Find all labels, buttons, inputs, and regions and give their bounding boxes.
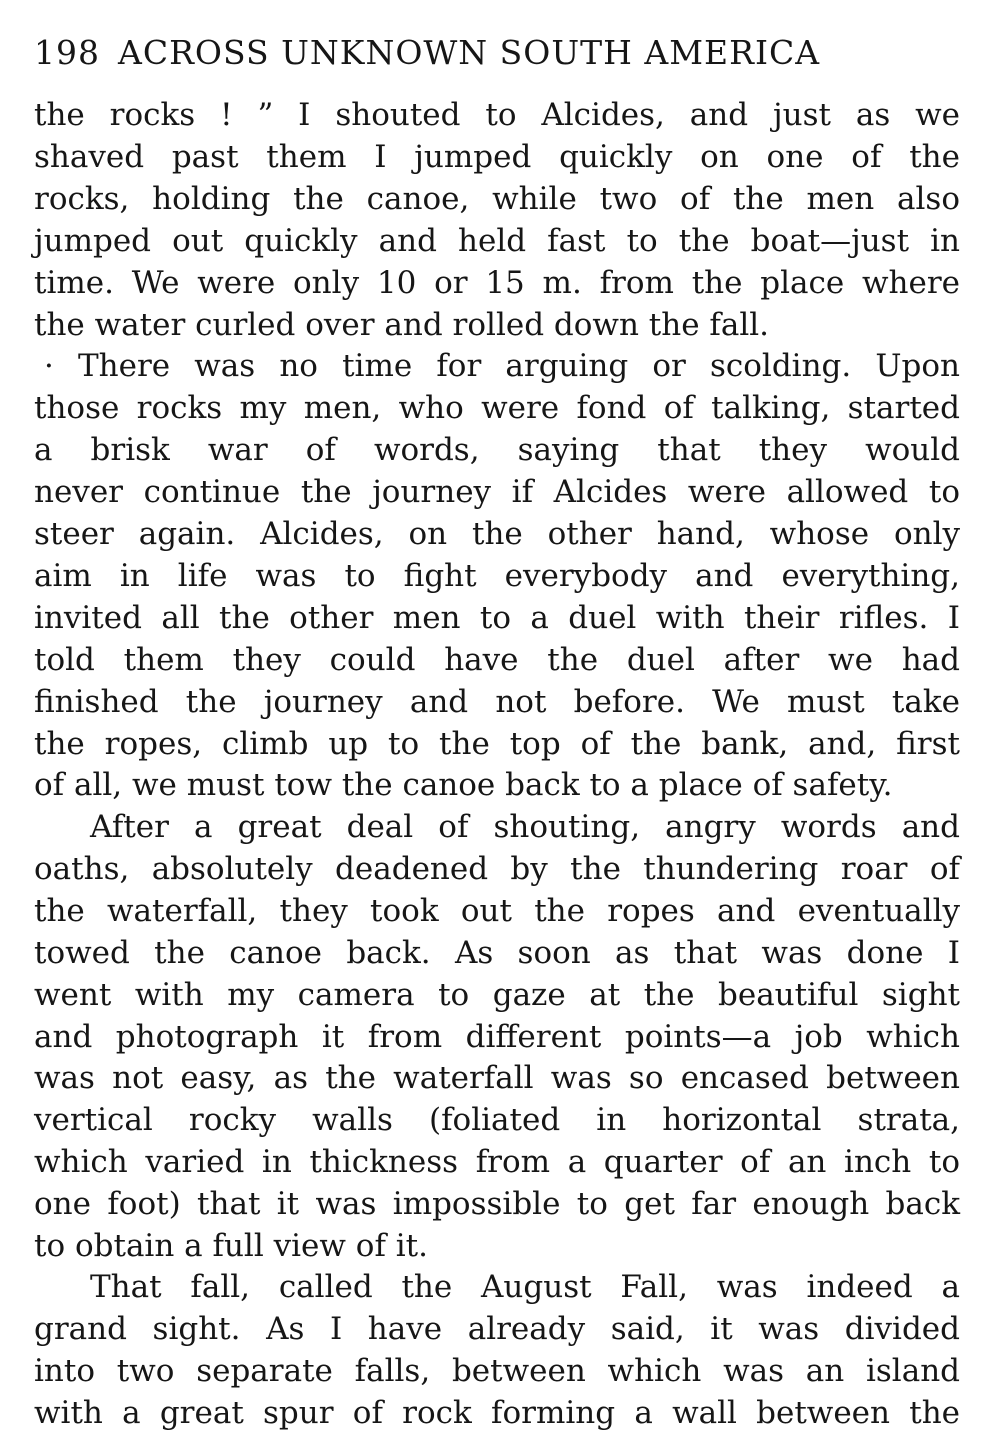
text-line: with a great spur of rock forming a wall between the <box>34 1395 960 1431</box>
text-line: which varied in thickness from a quarter of an inch to <box>34 1144 960 1180</box>
text-line: the rocks ! ” I shouted to Alcides, and just as we <box>34 97 960 133</box>
text-line: That fall, called the August Fall, was indeed a <box>90 1269 960 1305</box>
text-line: told them they could have the duel after we had <box>34 642 960 678</box>
text-line: After a great deal of shouting, angry words and <box>90 809 960 845</box>
text-line: the ropes, climb up to the top of the bank, and, first <box>34 726 960 762</box>
running-head <box>34 28 964 78</box>
text-line: was not easy, as the waterfall was so encased between <box>34 1060 960 1096</box>
text-line: those rocks my men, who were fond of talking, started <box>34 390 960 426</box>
text-line: one foot) that it was impossible to get far enough back <box>34 1186 960 1222</box>
text-line: oaths, absolutely deadened by the thundering roar of <box>34 851 960 887</box>
text-line: the waterfall, they took out the ropes and eventually <box>34 893 960 929</box>
text-line: a brisk war of words, saying that they would <box>34 432 960 468</box>
text-line: shaved past them I jumped quickly on one of the <box>34 139 960 175</box>
running-title: ACROSS UNKNOWN SOUTH AMERICA <box>118 33 821 72</box>
text-line: aim in life was to fight everybody and everything, <box>34 558 960 594</box>
text-line: invited all the other men to a duel with their rifles. I <box>34 600 960 636</box>
text-line: finished the journey and not before. We must take <box>34 684 960 720</box>
text-line: steer again. Alcides, on the other hand, whose only <box>34 516 960 552</box>
text-line: rocks, holding the canoe, while two of the men also <box>34 181 960 217</box>
text-line: towed the canoe back. As soon as that was done I <box>34 935 960 971</box>
text-line: of all, we must tow the canoe back to a place of safety. <box>34 767 893 803</box>
text-line: into two separate falls, between which was an island <box>34 1353 960 1389</box>
text-line: · There was no time for arguing or scolding. Upon <box>44 348 960 384</box>
page-number: 198 <box>34 33 100 72</box>
text-line: the water curled over and rolled down the fall. <box>34 307 770 343</box>
text-line: never continue the journey if Alcides were allowed to <box>34 474 960 510</box>
text-line: vertical rocky walls (foliated in horizontal strata, <box>34 1102 960 1138</box>
text-line: to obtain a full view of it. <box>34 1228 428 1264</box>
text-line: went with my camera to gaze at the beautiful sight <box>34 977 960 1013</box>
text-line: time. We were only 10 or 15 m. from the place where <box>34 265 960 301</box>
text-line: jumped out quickly and held fast to the boat—just in <box>34 223 960 259</box>
text-line: and photograph it from different points—a job which <box>34 1019 960 1055</box>
text-line: grand sight. As I have already said, it was divided <box>34 1311 960 1347</box>
